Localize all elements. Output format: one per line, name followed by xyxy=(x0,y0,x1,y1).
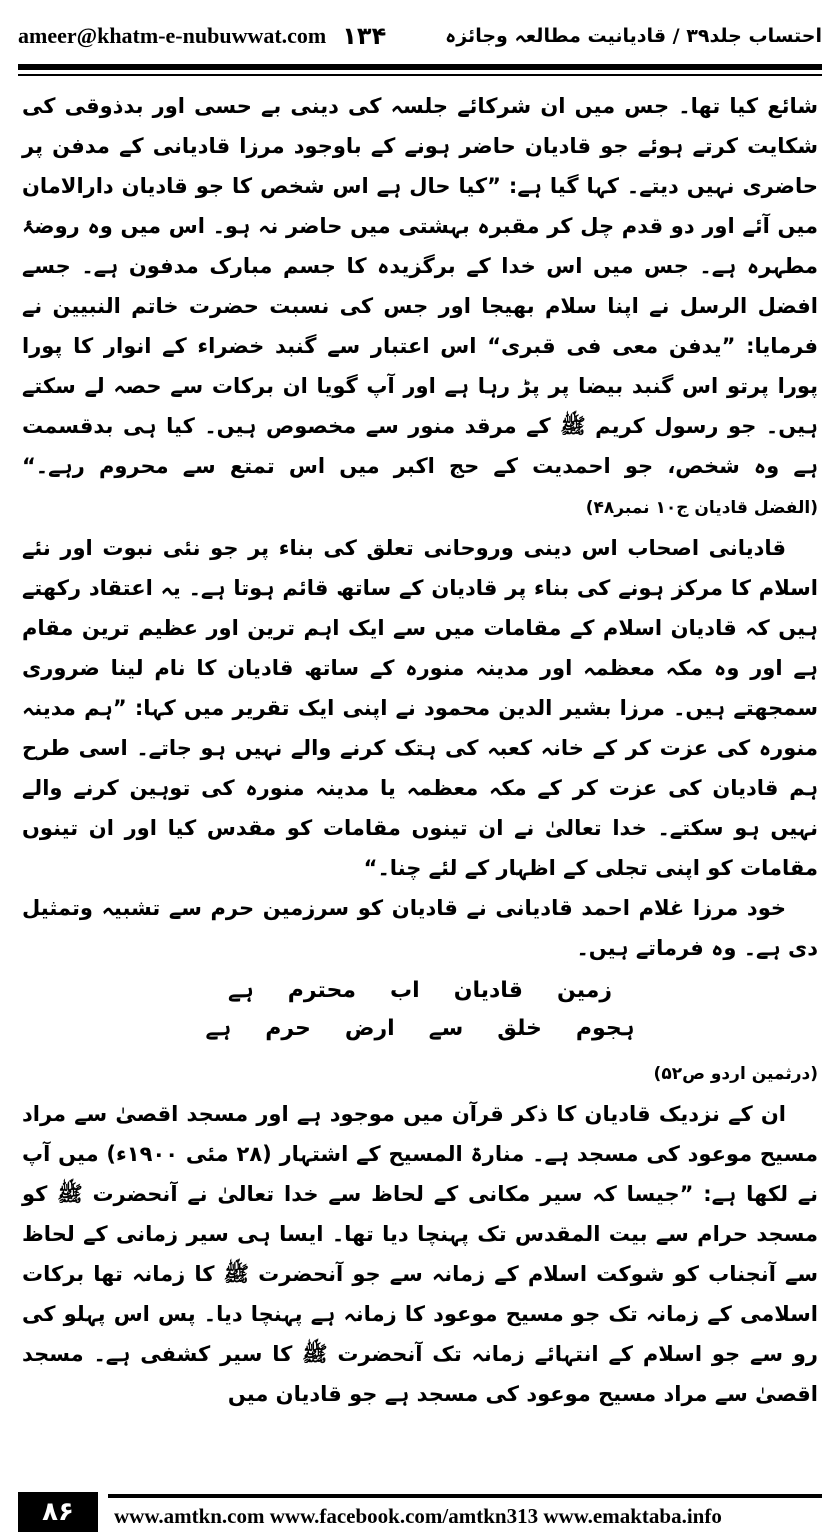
verse-word: محترم xyxy=(287,978,357,1003)
verse xyxy=(22,972,818,1048)
header-page-number: ۱۳۴ xyxy=(342,22,387,50)
verse-word: قادیان xyxy=(453,978,523,1003)
paragraph-2: قادیانی اصحاب اس دینی وروحانی تعلق کی بناء پر جو نئی نبوت اور نئے اسلام کا مرکز ہونے کی بناء پر قادیان کے ساتھ قائم ہوتا ہے۔ یہ اعتقاد رکھتے ہیں کہ قادیان اسلام کے مقامات میں سے ایک اہم ترین اور عظیم ترین مقام ہے اور وہ مکہ معظمہ اور مدینہ منورہ کے ساتھ قادیان کا نام لینا ضروری سمجھتے ہیں۔ مرزا بشیر الدین محمود نے اپنی ایک تقریر میں کہا: ”ہم مدینہ منورہ کی عزت کر کے خانہ کعبہ کی ہتک کرنے والے نہیں ہو جاتے۔ اسی طرح ہم قادیان کی عزت کر کے مکہ معظمہ یا مدینہ منورہ کی توہین کرنے والے نہیں ہو سکتے۔ خدا تعالیٰ نے ان تینوں مقامات کو مقدس کیا اور ان تینوں مقامات کو اپنی تجلی کے اظہار کے لئے چنا۔“ xyxy=(22,536,818,880)
verse-line-2 xyxy=(22,1010,818,1048)
verse-source: (درثمین اردو ص۵۲) xyxy=(653,1064,818,1084)
page-body xyxy=(22,86,818,1466)
header-email: ameer@khatm-e-nubuwwat.com xyxy=(18,23,327,48)
verse-word: خلق xyxy=(497,1016,542,1041)
verse-word: ارض xyxy=(344,1016,395,1041)
reference-1: (الفضل قادیان ج۱۰ نمبر۴۸) xyxy=(585,498,818,518)
header-left xyxy=(18,22,386,50)
verse-word: ہے xyxy=(227,978,254,1003)
verse-word: زمین xyxy=(556,978,613,1003)
paragraph-3: خود مرزا غلام احمد قادیانی نے قادیان کو سرزمین حرم سے تشبیہ وتمثیل دی ہے۔ وہ فرماتے ہیں۔ xyxy=(22,896,818,960)
paragraph-1-continuation: اس اعتبار سے گنبد خضراء کے انوار کا پورا پورا پرتو اس گنبد بیضا پر پڑ رہا ہے اور آپ گویا ان برکات سے حصہ لے سکتے ہیں۔ جو رسول کریم ﷺ کے مرقد منور سے مخصوص ہیں۔ کیا ہی بدقسمت ہے وہ شخص، جو احمدیت کے حج اکبر میں اس تمتع سے محروم رہے۔“ xyxy=(22,334,818,478)
running-title: احتساب جلد۳۹ / قادیانیت مطالعہ وجائزہ xyxy=(445,25,822,47)
page-header xyxy=(18,10,822,62)
paragraph-1-text: شائع کیا تھا۔ جس میں ان شرکائے جلسہ کی دینی بے حسی اور بدذوقی کی شکایت کرتے ہوئے جو قادیان حاضر ہونے کے باوجود مرزا قادیانی کے مدفن پر حاضری نہیں دیتے۔ کہا گیا ہے: ”کیا حال ہے اس شخص کا جو قادیان دارالامان میں آئے اور دو قدم چل کر مقبرہ بہشتی میں حاضر نہ ہو۔ اس میں وہ روضۂ مطہرہ ہے۔ جس میں اس خدا کے برگزیدہ کا جسم مبارک مدفون ہے۔ جسے افضل الرسل نے اپنا سلام بھیجا اور جس کی نسبت حضرت خاتم النبیین نے فرمایا: xyxy=(22,94,818,358)
page-footer xyxy=(18,1492,822,1532)
header-rule-thin xyxy=(18,74,822,76)
verse-line-1 xyxy=(22,972,818,1010)
footer-urls: www.amtkn.com www.facebook.com/amtkn313 www.emaktaba.info xyxy=(114,1504,722,1528)
verse-word: سے xyxy=(428,1016,464,1041)
header-rule-thick xyxy=(18,64,822,70)
footer-page-number: ۸۶ xyxy=(18,1492,98,1532)
paragraph-4: ان کے نزدیک قادیان کا ذکر قرآن میں موجود ہے اور مسجد اقصیٰ سے مراد مسیح موعود کی مسجد ہے۔ منارۃ المسیح کے اشتہار (۲۸ مئی ۱۹۰۰ء) میں آپ نے لکھا ہے: ”جیسا کہ سیر مکانی کے لحاظ سے خدا تعالیٰ نے آنحضرت ﷺ کو مسجد حرام سے بیت المقدس تک پہنچا دیا تھا۔ ایسا ہی سیر زمانی کے لحاظ سے آنجناب کو شوکت اسلام کے زمانہ سے جو آنحضرت ﷺ کا زمانہ تھا برکات اسلامی کے زمانہ تک جو مسیح موعود کا زمانہ ہے پہنچا دیا۔ پس اس پہلو کی رو سے جو اسلام کے انتہائے زمانہ تک آنحضرت ﷺ کا سیر کشفی ہے۔ مسجد اقصیٰ سے مراد مسیح موعود کی مسجد ہے جو قادیان میں xyxy=(22,1102,819,1406)
verse-word: ہے xyxy=(205,1016,232,1041)
verse-word: ہجوم xyxy=(575,1016,635,1041)
paragraph-1 xyxy=(22,86,818,528)
verse-word: اب xyxy=(390,978,420,1003)
verse-word: حرم xyxy=(265,1016,311,1041)
arabic-quote: ”یدفن معی فی قبری“ xyxy=(487,334,736,358)
footer-rule xyxy=(108,1494,822,1498)
